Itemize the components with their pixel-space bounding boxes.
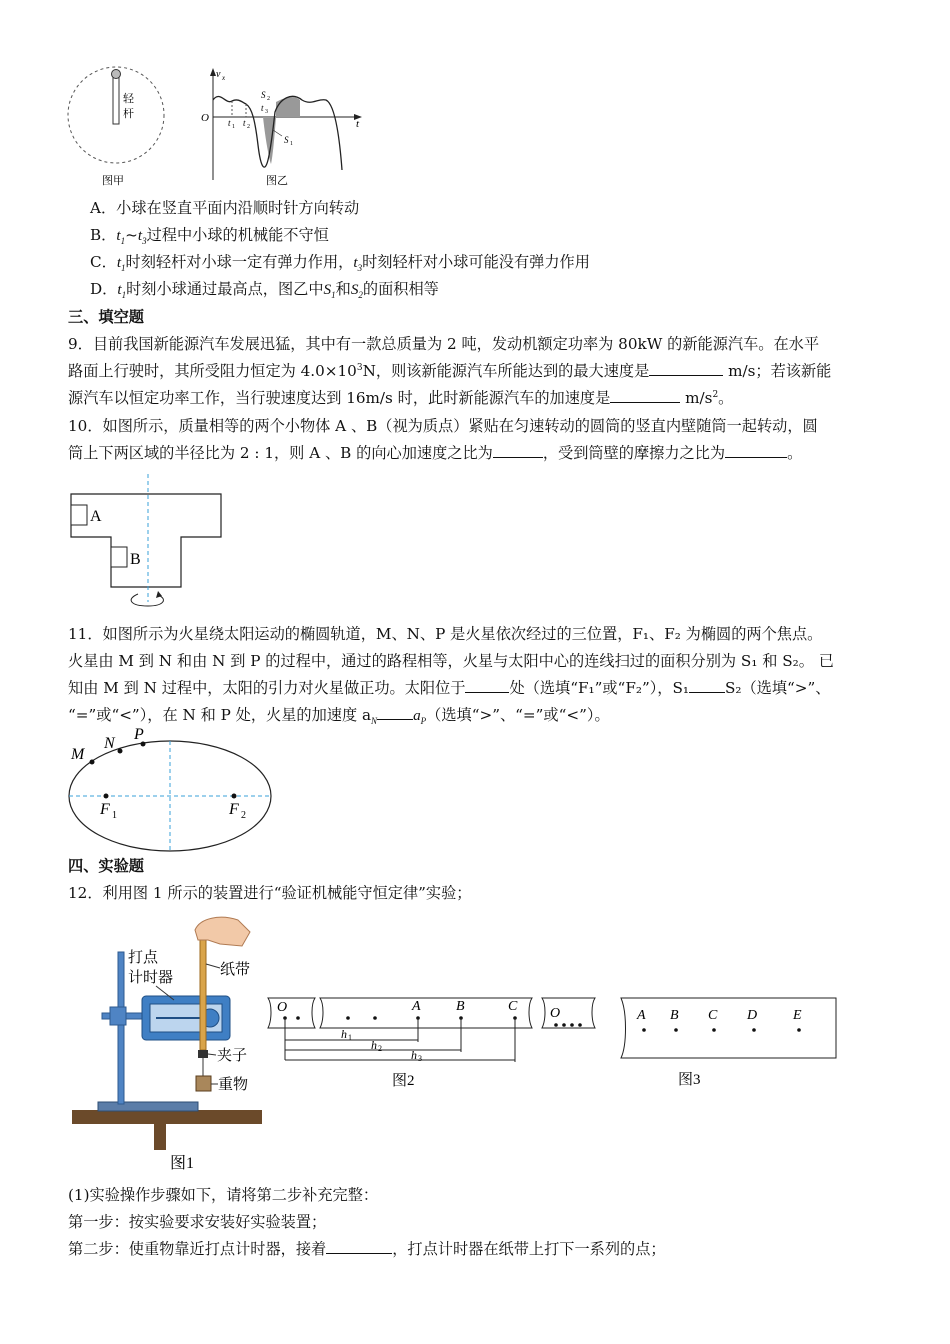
area-S2 bbox=[276, 97, 300, 117]
q12-figure-3-tape bbox=[618, 990, 843, 1090]
svg-text:1: 1 bbox=[290, 141, 293, 147]
q10-line-2: 筒上下两区域的半径比为 2 : 1，则 A 、B 的向心加速度之比为 ，受到筒壁的摩擦力之比为 。 bbox=[68, 444, 803, 462]
q11-blank-1[interactable] bbox=[465, 678, 509, 693]
svg-text:F: F bbox=[229, 801, 239, 818]
section-3-title: 三、填空题 bbox=[68, 308, 144, 326]
label-clip: 夹子 bbox=[217, 1048, 248, 1064]
q9-blank-1[interactable] bbox=[649, 361, 723, 376]
q10-blank-2[interactable] bbox=[725, 443, 787, 458]
svg-text:B: B bbox=[670, 1008, 679, 1023]
svg-text:O: O bbox=[277, 1000, 288, 1015]
heavy-weight bbox=[196, 1076, 211, 1091]
rod-label-1: 轻 bbox=[123, 93, 134, 105]
q9-line-3: 源汽车以恒定功率工作，当行驶速度达到 16m/s 时，此时新能源汽车的加速度是 $m/s^2$。 bbox=[68, 389, 734, 407]
q8-option-b: B．$t_1\sim t_3$过程中小球的机械能不守恒 bbox=[90, 226, 329, 247]
svg-text:t: t bbox=[261, 103, 264, 113]
focus-f1 bbox=[104, 794, 109, 799]
label-timer-2: 计时器 bbox=[128, 970, 174, 986]
svg-text:O: O bbox=[201, 112, 209, 124]
svg-text:x: x bbox=[222, 74, 226, 82]
fig1-caption: 图1 bbox=[170, 1155, 195, 1172]
label-b: B bbox=[130, 551, 141, 568]
svg-text:h: h bbox=[341, 1027, 347, 1041]
svg-text:C: C bbox=[508, 999, 518, 1014]
q12-blank-1[interactable] bbox=[326, 1239, 392, 1254]
q12-figure-1-apparatus bbox=[70, 912, 265, 1177]
fig2-caption: 图2 bbox=[392, 1073, 415, 1089]
svg-text:2: 2 bbox=[241, 810, 246, 821]
q10-blank-1[interactable] bbox=[493, 443, 543, 458]
q11-line-3: 知由 M 到 N 过程中，太阳的引力对火星做正功。太阳位于 处（选填“F₁”或“F₂”），S₁ S₂（选填“>”、 bbox=[68, 679, 831, 697]
section-4-title: 四、实验题 bbox=[68, 857, 144, 875]
svg-text:t: t bbox=[243, 118, 246, 128]
q11-line-1: 11．如图所示为火星绕太阳运动的椭圆轨道，M、N、P 是火星依次经过的三位置，F₁、F₂ 为椭圆的两个焦点。 bbox=[68, 625, 823, 643]
label-weight: 重物 bbox=[218, 1077, 249, 1093]
small-ball bbox=[112, 70, 121, 79]
svg-text:2: 2 bbox=[267, 96, 270, 102]
q8-option-d: D．$t_1$时刻小球通过最高点，图乙中$S_1$和$S_2$的面积相等 bbox=[90, 280, 439, 301]
fig-yi-caption: 图乙 bbox=[266, 175, 288, 187]
svg-text:v: v bbox=[216, 69, 221, 80]
q11-blank-3[interactable] bbox=[377, 705, 413, 720]
svg-text:h: h bbox=[411, 1048, 417, 1062]
q9-line-2: 路面上行驶时，其所受阻力恒定为 $4.0\times 10^3N$，则该新能源汽车所能达到的最大速度是 m/s；若该新能 bbox=[68, 362, 832, 380]
q11-line-4: “=”或“<”），在 N 和 P 处，火星的加速度 $a_N$ $a_P$（选填“>”、“=”或“<”）。 bbox=[68, 706, 610, 727]
svg-text:P: P bbox=[134, 726, 144, 743]
rod-label-2: 杆 bbox=[123, 108, 134, 120]
q10-line-1: 10．如图所示，质量相等的两个小物体 A 、B（视为质点）紧贴在匀速转动的圆筒的竖直内壁随筒一起转动，圆 bbox=[68, 417, 818, 435]
q12-step2: 第二步：使重物靠近打点计时器，接着 ，打点计时器在纸带上打下一系列的点； bbox=[68, 1240, 666, 1258]
focus-f2 bbox=[232, 794, 237, 799]
q8-option-a: A．小球在竖直平面内沿顺时针方向转动 bbox=[90, 199, 360, 217]
q12-figure-2-tape bbox=[265, 990, 605, 1090]
q11-ellipse-figure bbox=[62, 726, 277, 854]
label-tape: 纸带 bbox=[220, 962, 251, 978]
svg-text:1: 1 bbox=[232, 124, 235, 130]
svg-text:t: t bbox=[228, 118, 231, 128]
svg-text:D: D bbox=[747, 1008, 758, 1023]
block-a bbox=[71, 505, 87, 525]
svg-text:3: 3 bbox=[265, 109, 268, 115]
svg-text:1: 1 bbox=[112, 810, 117, 821]
svg-text:A: A bbox=[412, 999, 421, 1014]
paper-tape bbox=[200, 932, 206, 1050]
fig-jia-caption: 图甲 bbox=[102, 175, 124, 187]
q12-line-1: 12．利用图 1 所示的装置进行“验证机械能守恒定律”实验； bbox=[68, 884, 472, 902]
block-b bbox=[111, 547, 127, 567]
q12-step1: 第一步：按实验要求安装好实验装置； bbox=[68, 1213, 327, 1231]
svg-text:F: F bbox=[100, 801, 110, 818]
svg-text:2: 2 bbox=[247, 124, 250, 130]
q8-option-c: C．$t_1$时刻轻杆对小球一定有弹力作用，$t_3$时刻轻杆对小球可能没有弹力作用 bbox=[90, 253, 590, 274]
svg-text:N: N bbox=[104, 735, 115, 752]
svg-text:S: S bbox=[261, 90, 266, 100]
svg-text:M: M bbox=[71, 746, 85, 763]
svg-text:t: t bbox=[356, 118, 360, 130]
svg-text:A: A bbox=[637, 1008, 646, 1023]
label-a: A bbox=[90, 508, 102, 525]
svg-text:2: 2 bbox=[378, 1044, 382, 1053]
label-timer-1: 打点 bbox=[128, 950, 159, 966]
svg-text:E: E bbox=[793, 1008, 802, 1023]
svg-text:B: B bbox=[456, 999, 465, 1014]
q9-line-1: 9．目前我国新能源汽车发展迅猛，其中有一款总质量为 2 吨，发动机额定功率为 80kW 的新能源汽车。在水平 bbox=[68, 335, 820, 353]
fig3-caption: 图3 bbox=[678, 1072, 701, 1088]
q10-cylinder-figure bbox=[66, 472, 236, 618]
svg-text:h: h bbox=[371, 1038, 377, 1052]
q12-part1: (1)实验操作步骤如下，请将第二步补充完整： bbox=[68, 1186, 379, 1204]
figure-jia-yi bbox=[60, 60, 380, 195]
svg-text:S: S bbox=[284, 135, 289, 145]
svg-text:3: 3 bbox=[418, 1054, 422, 1063]
q11-blank-2[interactable] bbox=[689, 678, 725, 693]
svg-text:O: O bbox=[550, 1006, 561, 1021]
q11-line-2: 火星由 M 到 N 和由 N 到 P 的过程中，通过的路程相等，火星与太阳中心的连线扫过的面积分别为 S₁ 和 S₂。 已 bbox=[68, 652, 834, 670]
q9-blank-2[interactable] bbox=[610, 388, 680, 403]
svg-text:C: C bbox=[708, 1008, 718, 1023]
light-rod bbox=[113, 76, 119, 124]
svg-text:1: 1 bbox=[348, 1033, 352, 1042]
